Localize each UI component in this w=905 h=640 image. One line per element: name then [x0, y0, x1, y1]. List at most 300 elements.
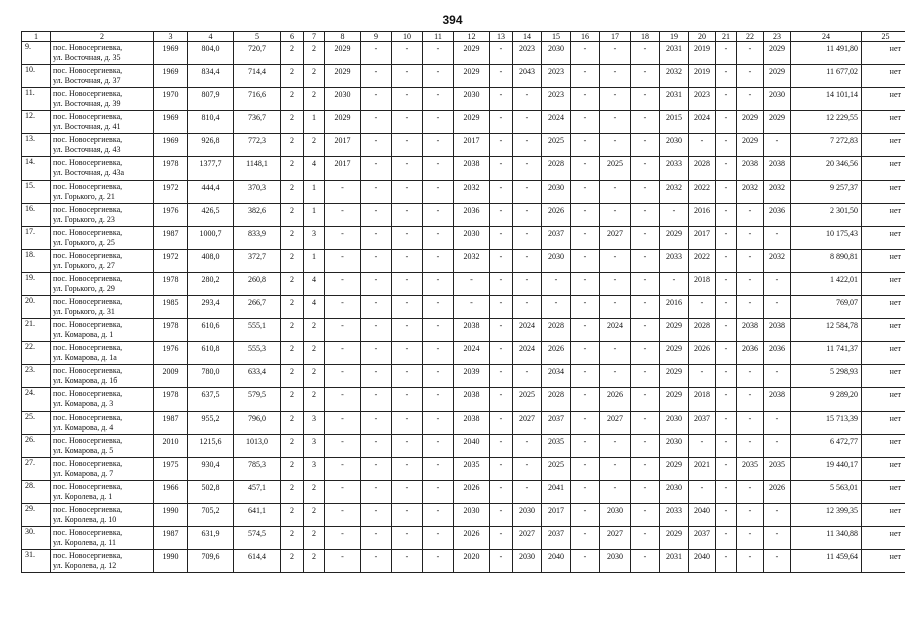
table-cell: 2029 — [737, 134, 764, 157]
table-cell: - — [392, 342, 423, 365]
table-cell: 1978 — [154, 272, 188, 295]
table-row — [22, 249, 905, 272]
table-cell: - — [716, 203, 737, 226]
table-row — [22, 411, 905, 434]
address-settlement: пос. Новосергиевка, — [53, 112, 123, 122]
address-street: ул. Восточная, д. 41 — [53, 122, 121, 132]
table-cell: 2 — [281, 365, 304, 388]
table-cell: - — [490, 342, 513, 365]
table-cell: 2027 — [513, 411, 542, 434]
table-cell: - — [325, 457, 361, 480]
table-cell: 2029 — [737, 111, 764, 134]
status-cell: нет — [862, 526, 905, 549]
status-cell: нет — [862, 157, 905, 180]
table-cell: - — [325, 503, 361, 526]
table-cell: 3 — [304, 457, 325, 480]
address-settlement: пос. Новосергиевка, — [53, 527, 123, 537]
table-cell: 641,1 — [234, 503, 281, 526]
table-row — [22, 203, 905, 226]
table-cell: 2009 — [154, 365, 188, 388]
table-cell: - — [392, 111, 423, 134]
table-cell: 3 — [304, 411, 325, 434]
table-cell: - — [571, 226, 600, 249]
table-cell: 633,4 — [234, 365, 281, 388]
table-cell: 2029 — [325, 42, 361, 65]
table-cell: - — [716, 550, 737, 573]
table-cell: - — [764, 296, 791, 319]
table-cell: - — [716, 180, 737, 203]
row-number: 18. — [22, 249, 51, 272]
table-cell: - — [542, 272, 571, 295]
table-cell: 3 — [304, 434, 325, 457]
table-cell: - — [361, 480, 392, 503]
table-cell: 2029 — [454, 111, 490, 134]
table-cell: - — [361, 88, 392, 111]
address-cell — [51, 157, 154, 180]
table-cell: - — [423, 319, 454, 342]
address-settlement: пос. Новосергиевка, — [53, 89, 123, 99]
table-cell: - — [737, 272, 764, 295]
table-cell: - — [571, 111, 600, 134]
table-cell: - — [737, 434, 764, 457]
column-number-row — [22, 32, 905, 42]
table-cell: 2030 — [542, 249, 571, 272]
table-cell: 637,5 — [188, 388, 234, 411]
table-cell: - — [490, 365, 513, 388]
table-cell: - — [325, 411, 361, 434]
table-cell: 502,8 — [188, 480, 234, 503]
table-cell: - — [571, 42, 600, 65]
table-cell: 804,0 — [188, 42, 234, 65]
table-cell: 1215,6 — [188, 434, 234, 457]
column-number-header: 20 — [689, 32, 716, 42]
address-cell — [51, 296, 154, 319]
table-cell: - — [764, 411, 791, 434]
table-cell: 2024 — [513, 342, 542, 365]
table-cell: 370,3 — [234, 180, 281, 203]
table-cell: 2030 — [542, 42, 571, 65]
table-cell: - — [361, 203, 392, 226]
table-cell: 2010 — [154, 434, 188, 457]
column-number-header: 22 — [737, 32, 764, 42]
table-cell: 2038 — [764, 157, 791, 180]
table-cell: 2033 — [660, 157, 689, 180]
cost-cell: 14 101,14 — [791, 88, 862, 111]
table-cell: - — [361, 457, 392, 480]
table-cell: - — [764, 272, 791, 295]
address-settlement: пос. Новосергиевка, — [53, 66, 123, 76]
table-cell: 2037 — [542, 526, 571, 549]
address-settlement: пос. Новосергиевка, — [53, 435, 123, 445]
address-cell — [51, 249, 154, 272]
table-cell: 260,8 — [234, 272, 281, 295]
column-number-header: 8 — [325, 32, 361, 42]
table-cell: 1 — [304, 180, 325, 203]
table-cell: 2024 — [689, 111, 716, 134]
address-settlement: пос. Новосергиевка, — [53, 366, 123, 376]
address-settlement: пос. Новосергиевка, — [53, 181, 123, 191]
table-cell: 2029 — [660, 388, 689, 411]
table-cell: 772,3 — [234, 134, 281, 157]
address-street: ул. Восточная, д. 39 — [53, 99, 121, 109]
table-cell: 1985 — [154, 296, 188, 319]
table-cell: - — [325, 434, 361, 457]
table-cell: - — [423, 134, 454, 157]
table-cell: - — [689, 296, 716, 319]
address-cell — [51, 480, 154, 503]
table-cell: 2025 — [513, 388, 542, 411]
table-cell: - — [490, 134, 513, 157]
table-row — [22, 550, 905, 573]
address-cell — [51, 434, 154, 457]
table-row — [22, 480, 905, 503]
table-cell: 1976 — [154, 342, 188, 365]
table-row — [22, 272, 905, 295]
table-cell: - — [660, 203, 689, 226]
table-cell: 2029 — [660, 342, 689, 365]
address-street: ул. Горького, д. 29 — [53, 283, 115, 293]
cost-cell: 12 229,55 — [791, 111, 862, 134]
table-cell: 2023 — [513, 42, 542, 65]
table-cell: 2038 — [454, 319, 490, 342]
table-cell: - — [361, 411, 392, 434]
table-cell: - — [600, 180, 631, 203]
table-cell: - — [490, 88, 513, 111]
table-cell: - — [361, 180, 392, 203]
table-cell: - — [716, 411, 737, 434]
table-cell: 1969 — [154, 42, 188, 65]
table-cell: 2031 — [660, 550, 689, 573]
table-cell: 2 — [304, 319, 325, 342]
table-cell: - — [325, 180, 361, 203]
table-cell: 2032 — [764, 249, 791, 272]
table-cell: 2035 — [737, 457, 764, 480]
address-street: ул. Горького, д. 27 — [53, 260, 115, 270]
address-settlement: пос. Новосергиевка, — [53, 43, 123, 52]
table-cell: 2 — [281, 226, 304, 249]
table-cell: - — [361, 550, 392, 573]
address-cell — [51, 503, 154, 526]
table-cell: 1 — [304, 203, 325, 226]
table-cell: 2030 — [325, 88, 361, 111]
table-cell: 2016 — [689, 203, 716, 226]
table-cell: - — [689, 480, 716, 503]
table-cell: 2032 — [737, 180, 764, 203]
table-cell: 2 — [281, 503, 304, 526]
table-cell: 2035 — [764, 457, 791, 480]
table-cell: 2 — [304, 134, 325, 157]
address-street: ул. Комарова, д. 1 — [53, 330, 114, 340]
table-cell: - — [392, 388, 423, 411]
status-cell: нет — [862, 411, 905, 434]
table-cell: 1990 — [154, 503, 188, 526]
table-cell: 2027 — [600, 226, 631, 249]
table-cell: - — [764, 434, 791, 457]
table-cell: 2017 — [542, 503, 571, 526]
status-cell: нет — [862, 111, 905, 134]
table-cell: - — [490, 180, 513, 203]
table-cell: 631,9 — [188, 526, 234, 549]
table-cell: - — [600, 434, 631, 457]
table-cell: - — [600, 457, 631, 480]
row-number: 12. — [22, 111, 51, 134]
table-cell: 2023 — [542, 88, 571, 111]
housing-register-table — [21, 31, 905, 573]
table-row — [22, 457, 905, 480]
table-cell: 1987 — [154, 526, 188, 549]
table-cell: 610,8 — [188, 342, 234, 365]
table-cell: - — [325, 480, 361, 503]
table-cell: 2 — [304, 550, 325, 573]
address-settlement: пос. Новосергиевка, — [53, 297, 123, 307]
table-cell: 2028 — [542, 319, 571, 342]
table-cell: 574,5 — [234, 526, 281, 549]
table-cell: 2016 — [660, 296, 689, 319]
table-cell: 709,6 — [188, 550, 234, 573]
table-cell: - — [325, 203, 361, 226]
table-cell: 2 — [281, 434, 304, 457]
table-cell: 4 — [304, 296, 325, 319]
column-number-header: 13 — [490, 32, 513, 42]
table-cell: - — [764, 226, 791, 249]
row-number: 9. — [22, 42, 51, 65]
table-cell: 2029 — [454, 65, 490, 88]
table-row — [22, 319, 905, 342]
table-cell: 1978 — [154, 388, 188, 411]
table-cell: 2036 — [737, 342, 764, 365]
table-cell: 1978 — [154, 157, 188, 180]
row-number: 22. — [22, 342, 51, 365]
table-cell: - — [392, 480, 423, 503]
table-cell: - — [737, 249, 764, 272]
cost-cell: 11 491,80 — [791, 42, 862, 65]
table-cell: - — [361, 226, 392, 249]
table-cell: - — [392, 180, 423, 203]
table-cell: 2 — [304, 42, 325, 65]
table-cell: 2038 — [454, 388, 490, 411]
table-cell: 2029 — [660, 319, 689, 342]
table-cell: - — [571, 503, 600, 526]
status-cell: нет — [862, 249, 905, 272]
table-cell: 2032 — [454, 180, 490, 203]
table-cell: 2028 — [542, 157, 571, 180]
address-settlement: пос. Новосергиевка, — [53, 458, 123, 468]
table-cell: 1972 — [154, 249, 188, 272]
table-cell: - — [716, 480, 737, 503]
address-cell — [51, 526, 154, 549]
table-cell: - — [716, 319, 737, 342]
table-cell: - — [392, 249, 423, 272]
table-cell: 1 — [304, 249, 325, 272]
table-cell: - — [716, 226, 737, 249]
column-number-header: 16 — [571, 32, 600, 42]
address-street: ул. Горького, д. 23 — [53, 214, 115, 224]
table-cell: 2038 — [454, 157, 490, 180]
table-cell: 2025 — [600, 157, 631, 180]
table-cell: - — [513, 272, 542, 295]
status-cell: нет — [862, 480, 905, 503]
table-cell: - — [392, 411, 423, 434]
cost-cell: 11 677,02 — [791, 65, 862, 88]
address-street: ул. Восточная, д. 35 — [53, 53, 121, 62]
table-cell: - — [716, 342, 737, 365]
row-number: 16. — [22, 203, 51, 226]
status-cell: нет — [862, 457, 905, 480]
table-cell: - — [631, 411, 660, 434]
address-settlement: пос. Новосергиевка, — [53, 135, 123, 145]
table-cell: 2 — [304, 342, 325, 365]
table-cell: - — [716, 457, 737, 480]
table-cell: - — [631, 365, 660, 388]
table-cell: - — [325, 526, 361, 549]
table-cell: - — [490, 111, 513, 134]
address-street: ул. Комарова, д. 5 — [53, 445, 114, 455]
address-cell — [51, 203, 154, 226]
address-street: ул. Комарова, д. 1б — [53, 376, 118, 386]
table-cell: - — [423, 272, 454, 295]
table-cell: - — [716, 272, 737, 295]
table-cell: - — [571, 411, 600, 434]
table-cell: - — [689, 134, 716, 157]
status-cell: нет — [862, 388, 905, 411]
table-cell: - — [571, 480, 600, 503]
table-row — [22, 388, 905, 411]
table-cell: 2019 — [689, 65, 716, 88]
table-cell: - — [631, 526, 660, 549]
table-cell: - — [490, 226, 513, 249]
cost-cell: 6 472,77 — [791, 434, 862, 457]
address-street: ул. Комарова, д. 7 — [53, 468, 114, 478]
table-cell: 2029 — [764, 111, 791, 134]
table-cell: - — [423, 480, 454, 503]
table-cell: - — [513, 226, 542, 249]
address-street: ул. Комарова, д. 3 — [53, 399, 114, 409]
table-cell: 2026 — [689, 342, 716, 365]
table-cell: 2030 — [764, 88, 791, 111]
table-cell: - — [716, 388, 737, 411]
table-cell: - — [600, 480, 631, 503]
address-cell — [51, 88, 154, 111]
table-cell: - — [716, 434, 737, 457]
table-cell: 2 — [281, 550, 304, 573]
address-cell — [51, 457, 154, 480]
cost-cell: 12 584,78 — [791, 319, 862, 342]
table-cell: 2038 — [764, 319, 791, 342]
column-number-header: 18 — [631, 32, 660, 42]
table-cell: 2 — [281, 272, 304, 295]
table-cell: 2030 — [454, 88, 490, 111]
table-cell: 2035 — [542, 434, 571, 457]
table-cell: 1987 — [154, 411, 188, 434]
cost-cell: 9 289,20 — [791, 388, 862, 411]
table-cell: - — [631, 203, 660, 226]
table-cell: - — [361, 388, 392, 411]
table-cell: - — [571, 319, 600, 342]
table-cell: - — [631, 296, 660, 319]
table-cell: 2 — [281, 388, 304, 411]
table-cell: - — [423, 296, 454, 319]
table-cell: 2 — [281, 342, 304, 365]
table-cell: - — [392, 319, 423, 342]
table-cell: - — [392, 88, 423, 111]
table-cell: - — [571, 272, 600, 295]
cost-cell: 11 741,37 — [791, 342, 862, 365]
table-cell: 926,8 — [188, 134, 234, 157]
table-cell: 2028 — [542, 388, 571, 411]
table-cell: 2 — [304, 88, 325, 111]
table-cell: - — [631, 180, 660, 203]
table-cell: - — [513, 88, 542, 111]
address-cell — [51, 226, 154, 249]
table-cell: - — [490, 503, 513, 526]
row-number: 13. — [22, 134, 51, 157]
table-cell: 716,6 — [234, 88, 281, 111]
address-cell — [51, 272, 154, 295]
table-cell: - — [631, 457, 660, 480]
table-cell: 833,9 — [234, 226, 281, 249]
column-number-header: 11 — [423, 32, 454, 42]
table-row — [22, 134, 905, 157]
table-cell: - — [361, 342, 392, 365]
table-cell: - — [571, 342, 600, 365]
table-cell: 2037 — [542, 411, 571, 434]
table-cell: - — [737, 365, 764, 388]
table-cell: 2043 — [513, 65, 542, 88]
row-number: 19. — [22, 272, 51, 295]
address-cell — [51, 365, 154, 388]
table-cell: 1969 — [154, 65, 188, 88]
table-cell: 2 — [304, 503, 325, 526]
table-row — [22, 42, 905, 65]
table-cell: - — [490, 388, 513, 411]
table-cell: - — [513, 134, 542, 157]
table-row — [22, 88, 905, 111]
table-cell: 2030 — [513, 503, 542, 526]
table-cell: 2017 — [689, 226, 716, 249]
row-number: 24. — [22, 388, 51, 411]
table-cell: - — [571, 249, 600, 272]
row-number: 30. — [22, 526, 51, 549]
cost-cell: 5 563,01 — [791, 480, 862, 503]
table-cell: - — [513, 180, 542, 203]
column-number-header: 19 — [660, 32, 689, 42]
cost-cell: 20 346,56 — [791, 157, 862, 180]
table-cell: - — [361, 319, 392, 342]
address-street: ул. Горького, д. 31 — [53, 307, 115, 317]
table-row — [22, 365, 905, 388]
table-cell: - — [631, 550, 660, 573]
table-cell: 705,2 — [188, 503, 234, 526]
table-cell: - — [737, 526, 764, 549]
table-cell: - — [423, 111, 454, 134]
table-cell: 2 — [304, 388, 325, 411]
table-cell: - — [490, 550, 513, 573]
table-cell: - — [423, 157, 454, 180]
row-number: 25. — [22, 411, 51, 434]
table-cell: - — [423, 88, 454, 111]
table-cell: - — [737, 411, 764, 434]
cost-cell: 5 298,93 — [791, 365, 862, 388]
status-cell: нет — [862, 134, 905, 157]
address-cell — [51, 319, 154, 342]
table-cell: - — [571, 180, 600, 203]
table-cell: 2030 — [660, 480, 689, 503]
table-cell: 2028 — [689, 157, 716, 180]
address-settlement: пос. Новосергиевка, — [53, 273, 123, 283]
status-cell: нет — [862, 550, 905, 573]
table-cell: - — [631, 42, 660, 65]
table-cell: 555,3 — [234, 342, 281, 365]
